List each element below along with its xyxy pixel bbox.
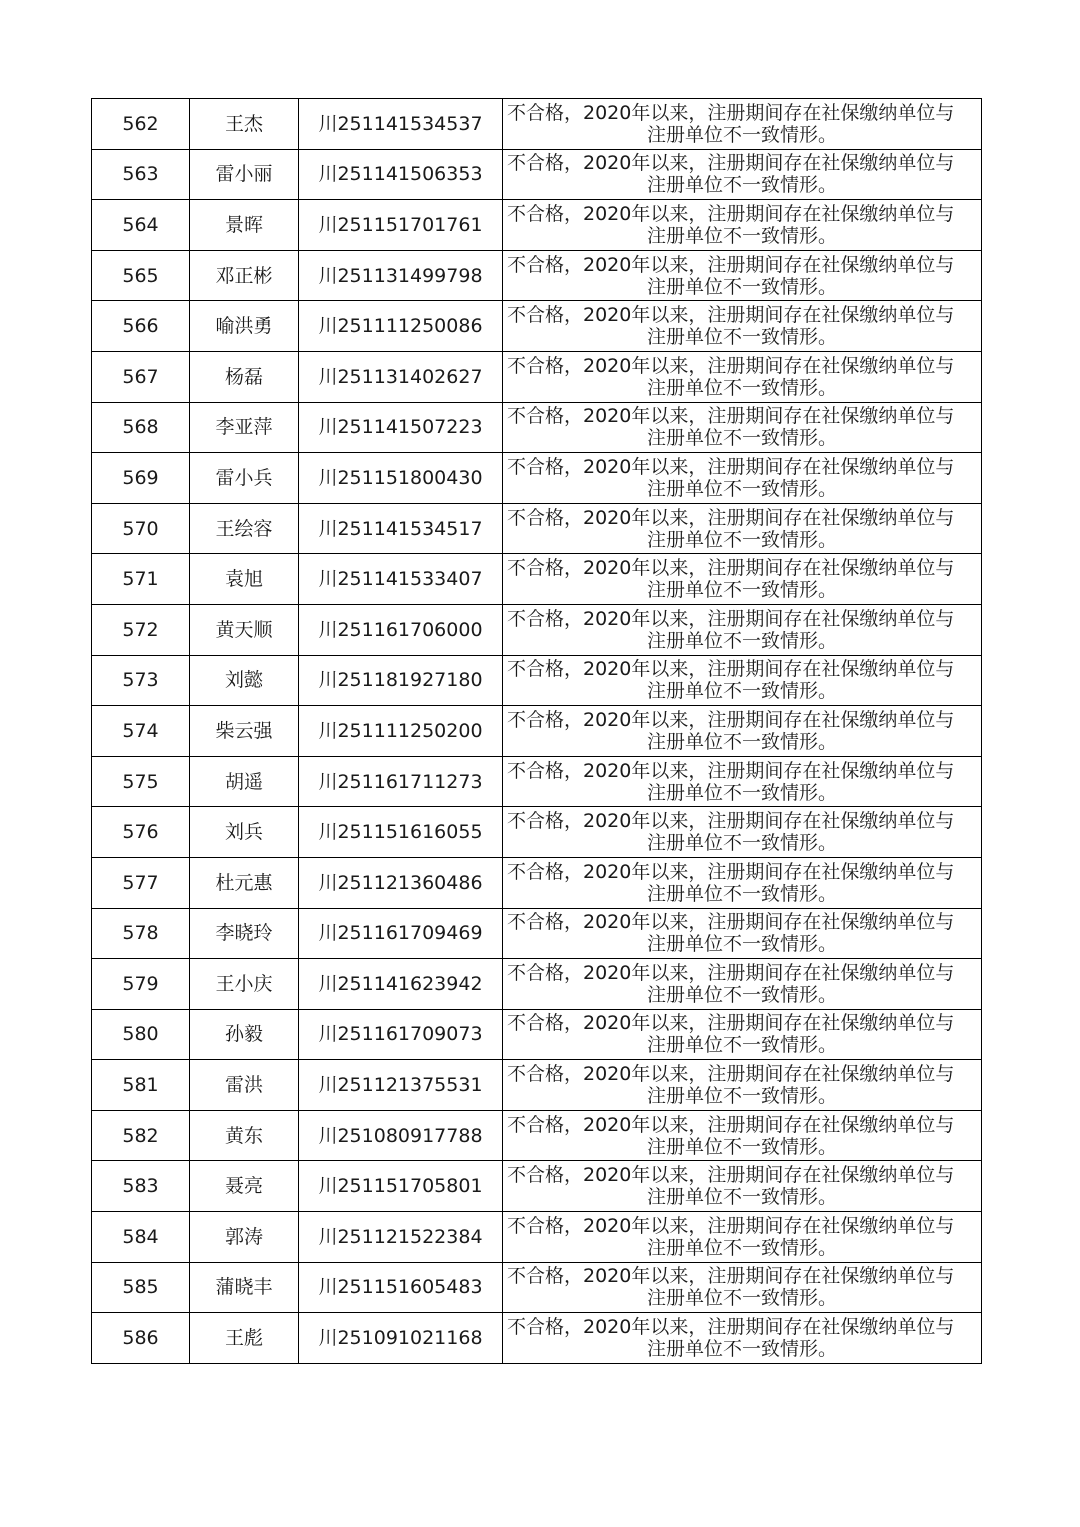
review-result-line-1: 不合格，2020年以来，注册期间存在社保缴纳单位与: [507, 1265, 955, 1288]
review-result-line-1: 不合格，2020年以来，注册期间存在社保缴纳单位与: [507, 1063, 955, 1086]
row-seq-number: 570: [92, 503, 190, 554]
review-result-line-1: 不合格，2020年以来，注册期间存在社保缴纳单位与: [507, 101, 955, 124]
table-row: [92, 1110, 982, 1161]
table-row: [92, 807, 982, 858]
row-person-name: 刘懿: [190, 655, 299, 706]
row-registration-number: 川251151800430: [299, 453, 503, 504]
table-row: [92, 99, 982, 150]
review-result-line-2: 注册单位不一致情形。: [646, 1236, 837, 1259]
review-result-line-2: 注册单位不一致情形。: [646, 1034, 837, 1057]
row-registration-number: 川251121360486: [299, 857, 503, 908]
row-person-name: 刘兵: [190, 807, 299, 858]
row-person-name: 喻洪勇: [190, 301, 299, 352]
review-result-line-1: 不合格，2020年以来，注册期间存在社保缴纳单位与: [507, 961, 955, 984]
table-row: [92, 908, 982, 959]
table-row: [92, 1161, 982, 1212]
review-result-line-1: 不合格，2020年以来，注册期间存在社保缴纳单位与: [507, 911, 955, 934]
row-registration-number: 川251151605483: [299, 1262, 503, 1313]
row-registration-number: 川251151701761: [299, 200, 503, 251]
review-result-line-2: 注册单位不一致情形。: [646, 832, 837, 855]
table-row: [92, 1009, 982, 1060]
review-result-line-2: 注册单位不一致情形。: [646, 983, 837, 1006]
row-seq-number: 584: [92, 1212, 190, 1263]
row-person-name: 郭涛: [190, 1212, 299, 1263]
review-result-line-2: 注册单位不一致情形。: [646, 123, 837, 146]
row-registration-number: 川251151616055: [299, 807, 503, 858]
row-registration-number: 川251141506353: [299, 149, 503, 200]
row-person-name: 蒲晓丰: [190, 1262, 299, 1313]
review-result-line-1: 不合格，2020年以来，注册期间存在社保缴纳单位与: [507, 658, 955, 681]
row-person-name: 李晓玲: [190, 908, 299, 959]
table-row: [92, 857, 982, 908]
review-result-line-1: 不合格，2020年以来，注册期间存在社保缴纳单位与: [507, 759, 955, 782]
row-person-name: 王小庆: [190, 959, 299, 1010]
row-registration-number: 川251161709469: [299, 908, 503, 959]
row-seq-number: 576: [92, 807, 190, 858]
table-row: [92, 1262, 982, 1313]
row-review-result: [503, 655, 982, 706]
row-registration-number: 川251080917788: [299, 1110, 503, 1161]
review-result-line-1: 不合格，2020年以来，注册期间存在社保缴纳单位与: [507, 1214, 955, 1237]
row-seq-number: 566: [92, 301, 190, 352]
row-seq-number: 586: [92, 1313, 190, 1364]
row-review-result: [503, 149, 982, 200]
row-review-result: [503, 301, 982, 352]
review-result-line-2: 注册单位不一致情形。: [646, 1287, 837, 1310]
review-result-line-2: 注册单位不一致情形。: [646, 933, 837, 956]
row-registration-number: 川251151705801: [299, 1161, 503, 1212]
table-row: [92, 1212, 982, 1263]
table-row: [92, 402, 982, 453]
row-registration-number: 川251141534517: [299, 503, 503, 554]
review-result-line-1: 不合格，2020年以来，注册期间存在社保缴纳单位与: [507, 1012, 955, 1035]
row-review-result: [503, 1060, 982, 1111]
review-result-line-2: 注册单位不一致情形。: [646, 275, 837, 298]
row-person-name: 杜元惠: [190, 857, 299, 908]
review-result-line-1: 不合格，2020年以来，注册期间存在社保缴纳单位与: [507, 607, 955, 630]
row-person-name: 孙毅: [190, 1009, 299, 1060]
row-review-result: [503, 604, 982, 655]
row-person-name: 袁旭: [190, 554, 299, 605]
row-registration-number: 川251131499798: [299, 250, 503, 301]
row-review-result: [503, 1009, 982, 1060]
row-review-result: [503, 351, 982, 402]
row-registration-number: 川251161709073: [299, 1009, 503, 1060]
row-review-result: [503, 959, 982, 1010]
table-row: [92, 503, 982, 554]
review-result-line-1: 不合格，2020年以来，注册期间存在社保缴纳单位与: [507, 304, 955, 327]
review-result-line-1: 不合格，2020年以来，注册期间存在社保缴纳单位与: [507, 708, 955, 731]
row-seq-number: 575: [92, 756, 190, 807]
review-result-line-2: 注册单位不一致情形。: [646, 1135, 837, 1158]
review-result-line-2: 注册单位不一致情形。: [646, 326, 837, 349]
row-registration-number: 川251141534537: [299, 99, 503, 150]
review-result-line-2: 注册单位不一致情形。: [646, 579, 837, 602]
review-result-line-2: 注册单位不一致情形。: [646, 528, 837, 551]
review-result-line-2: 注册单位不一致情形。: [646, 477, 837, 500]
row-registration-number: 川251121522384: [299, 1212, 503, 1263]
row-registration-number: 川251141507223: [299, 402, 503, 453]
row-seq-number: 578: [92, 908, 190, 959]
review-result-line-2: 注册单位不一致情形。: [646, 1338, 837, 1361]
row-registration-number: 川251091021168: [299, 1313, 503, 1364]
row-review-result: [503, 1110, 982, 1161]
row-review-result: [503, 1161, 982, 1212]
row-review-result: [503, 908, 982, 959]
review-result-line-1: 不合格，2020年以来，注册期间存在社保缴纳单位与: [507, 860, 955, 883]
row-review-result: [503, 453, 982, 504]
row-registration-number: 川251161711273: [299, 756, 503, 807]
table-row: [92, 756, 982, 807]
table-row: [92, 1313, 982, 1364]
row-person-name: 王彪: [190, 1313, 299, 1364]
review-result-line-2: 注册单位不一致情形。: [646, 1085, 837, 1108]
row-seq-number: 569: [92, 453, 190, 504]
row-seq-number: 577: [92, 857, 190, 908]
row-seq-number: 572: [92, 604, 190, 655]
table-row: [92, 250, 982, 301]
row-seq-number: 585: [92, 1262, 190, 1313]
row-seq-number: 564: [92, 200, 190, 251]
table-row: [92, 959, 982, 1010]
review-result-line-2: 注册单位不一致情形。: [646, 1186, 837, 1209]
table-row: [92, 301, 982, 352]
row-person-name: 黄天顺: [190, 604, 299, 655]
review-result-line-1: 不合格，2020年以来，注册期间存在社保缴纳单位与: [507, 1113, 955, 1136]
row-seq-number: 581: [92, 1060, 190, 1111]
row-review-result: [503, 200, 982, 251]
review-result-line-1: 不合格，2020年以来，注册期间存在社保缴纳单位与: [507, 506, 955, 529]
review-result-line-2: 注册单位不一致情形。: [646, 174, 837, 197]
table-row: [92, 200, 982, 251]
review-result-line-1: 不合格，2020年以来，注册期间存在社保缴纳单位与: [507, 354, 955, 377]
row-person-name: 王绘容: [190, 503, 299, 554]
review-result-line-1: 不合格，2020年以来，注册期间存在社保缴纳单位与: [507, 455, 955, 478]
review-result-line-2: 注册单位不一致情形。: [646, 680, 837, 703]
row-review-result: [503, 1313, 982, 1364]
row-seq-number: 565: [92, 250, 190, 301]
row-review-result: [503, 554, 982, 605]
row-person-name: 邓正彬: [190, 250, 299, 301]
table-row: [92, 655, 982, 706]
table-row: [92, 1060, 982, 1111]
row-person-name: 雷洪: [190, 1060, 299, 1111]
row-person-name: 胡遥: [190, 756, 299, 807]
row-seq-number: 582: [92, 1110, 190, 1161]
row-seq-number: 583: [92, 1161, 190, 1212]
row-seq-number: 563: [92, 149, 190, 200]
review-result-line-1: 不合格，2020年以来，注册期间存在社保缴纳单位与: [507, 202, 955, 225]
row-review-result: [503, 857, 982, 908]
review-result-line-2: 注册单位不一致情形。: [646, 224, 837, 247]
row-person-name: 雷小丽: [190, 149, 299, 200]
row-registration-number: 川251111250086: [299, 301, 503, 352]
row-person-name: 黄东: [190, 1110, 299, 1161]
row-review-result: [503, 1212, 982, 1263]
row-review-result: [503, 756, 982, 807]
review-result-line-2: 注册单位不一致情形。: [646, 427, 837, 450]
result-table: [91, 98, 982, 1364]
review-result-line-2: 注册单位不一致情形。: [646, 730, 837, 753]
table-row: [92, 351, 982, 402]
table-row: [92, 149, 982, 200]
row-registration-number: 川251141623942: [299, 959, 503, 1010]
review-result-line-2: 注册单位不一致情形。: [646, 882, 837, 905]
row-review-result: [503, 807, 982, 858]
row-person-name: 杨磊: [190, 351, 299, 402]
row-person-name: 李亚萍: [190, 402, 299, 453]
row-person-name: 景晖: [190, 200, 299, 251]
row-person-name: 王杰: [190, 99, 299, 150]
table-row: [92, 706, 982, 757]
row-seq-number: 571: [92, 554, 190, 605]
row-seq-number: 580: [92, 1009, 190, 1060]
row-seq-number: 579: [92, 959, 190, 1010]
row-registration-number: 川251111250200: [299, 706, 503, 757]
row-person-name: 聂亮: [190, 1161, 299, 1212]
table-row: [92, 554, 982, 605]
table-body: [92, 99, 982, 1364]
review-result-line-1: 不合格，2020年以来，注册期间存在社保缴纳单位与: [507, 152, 955, 175]
row-seq-number: 574: [92, 706, 190, 757]
row-seq-number: 568: [92, 402, 190, 453]
row-review-result: [503, 706, 982, 757]
review-result-line-1: 不合格，2020年以来，注册期间存在社保缴纳单位与: [507, 1316, 955, 1339]
review-result-line-2: 注册单位不一致情形。: [646, 376, 837, 399]
row-review-result: [503, 402, 982, 453]
row-review-result: [503, 1262, 982, 1313]
table-row: [92, 453, 982, 504]
row-review-result: [503, 250, 982, 301]
row-registration-number: 川251161706000: [299, 604, 503, 655]
review-result-line-1: 不合格，2020年以来，注册期间存在社保缴纳单位与: [507, 405, 955, 428]
review-result-line-1: 不合格，2020年以来，注册期间存在社保缴纳单位与: [507, 1164, 955, 1187]
row-registration-number: 川251141533407: [299, 554, 503, 605]
review-result-line-1: 不合格，2020年以来，注册期间存在社保缴纳单位与: [507, 810, 955, 833]
row-review-result: [503, 503, 982, 554]
row-person-name: 雷小兵: [190, 453, 299, 504]
review-result-line-2: 注册单位不一致情形。: [646, 781, 837, 804]
row-registration-number: 川251181927180: [299, 655, 503, 706]
review-result-line-2: 注册单位不一致情形。: [646, 629, 837, 652]
review-result-line-1: 不合格，2020年以来，注册期间存在社保缴纳单位与: [507, 557, 955, 580]
row-seq-number: 567: [92, 351, 190, 402]
row-registration-number: 川251121375531: [299, 1060, 503, 1111]
row-review-result: [503, 99, 982, 150]
row-seq-number: 573: [92, 655, 190, 706]
table-row: [92, 604, 982, 655]
review-result-line-1: 不合格，2020年以来，注册期间存在社保缴纳单位与: [507, 253, 955, 276]
row-registration-number: 川251131402627: [299, 351, 503, 402]
row-seq-number: 562: [92, 99, 190, 150]
row-person-name: 柴云强: [190, 706, 299, 757]
